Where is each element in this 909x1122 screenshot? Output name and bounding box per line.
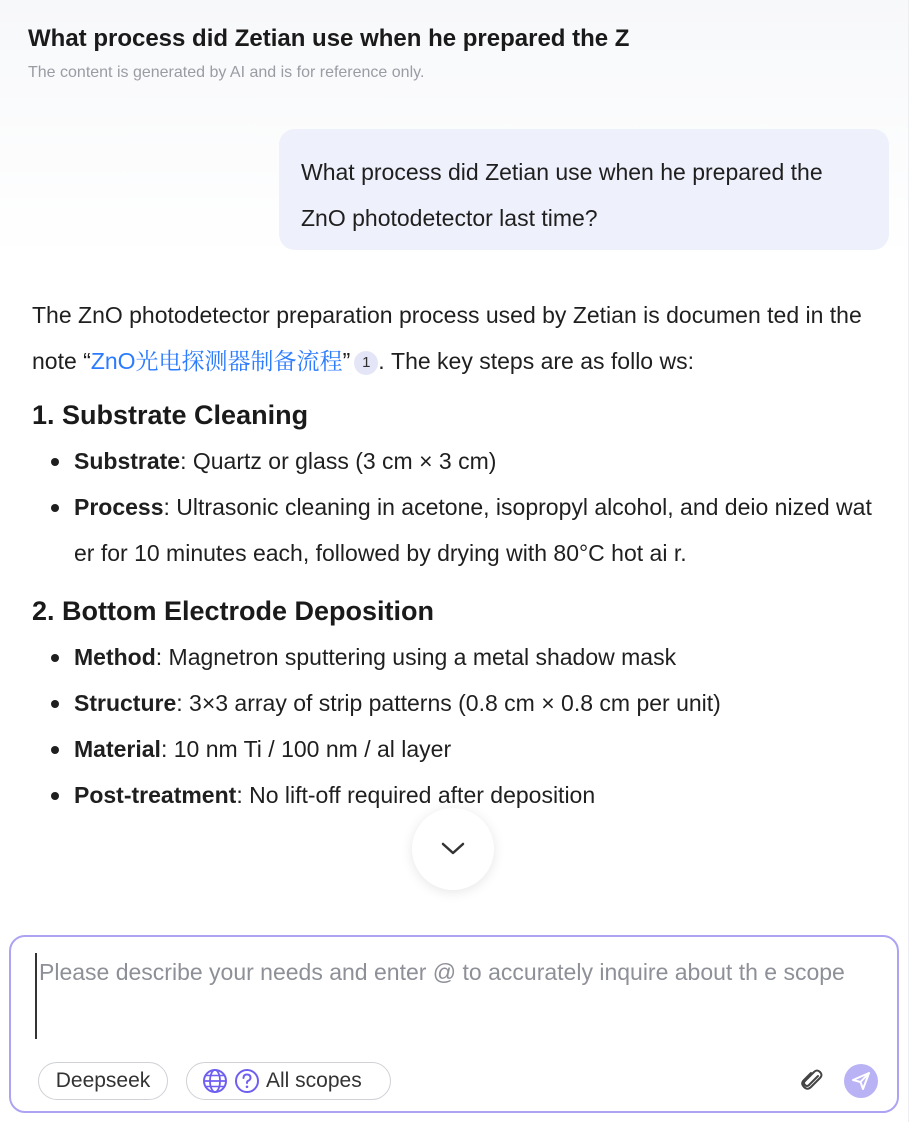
scope-selector-label: All scopes (266, 1069, 362, 1092)
list-item-text: : Ultrasonic cleaning in acetone, isopropyl alcohol, and deio nized water for 10 minutes each, followed by drying with 80°C hot ai r. (74, 494, 872, 566)
assistant-answer (32, 292, 878, 818)
list-item-text: : Quartz or glass (3 cm × 3 cm) (180, 448, 497, 474)
globe-icon (202, 1068, 228, 1094)
list-item-text: : No lift-off required after deposition (236, 782, 596, 808)
section-list (32, 634, 878, 818)
list-item-label: Substrate (74, 448, 181, 474)
message-input[interactable] (35, 953, 865, 1039)
section-list (32, 438, 878, 576)
list-item (74, 726, 878, 772)
scope-selector[interactable] (186, 1062, 391, 1100)
chat-header (28, 22, 888, 84)
list-item (74, 634, 878, 680)
chevron-down-icon (440, 841, 466, 857)
attach-button[interactable] (795, 1064, 829, 1098)
message-composer (9, 935, 899, 1113)
list-item (74, 438, 878, 484)
paperclip-icon (798, 1067, 826, 1095)
user-message-bubble: What process did Zetian use when he prepared the ZnO photodetector last time? (279, 129, 889, 250)
section-title: 2. Bottom Electrode Deposition (32, 596, 435, 626)
answer-intro-quote: ” (342, 348, 351, 374)
ai-disclaimer: The content is generated by AI and is for reference only. (28, 64, 425, 81)
scroll-to-bottom-button[interactable] (412, 808, 494, 890)
list-item-label: Process (74, 494, 164, 520)
answer-intro-tail: . The key steps are as follo ws: (378, 348, 694, 374)
section-title: 1. Substrate Cleaning (32, 400, 309, 430)
list-item-label: Structure (74, 690, 177, 716)
list-item-label: Material (74, 736, 161, 762)
citation-badge[interactable]: 1 (354, 351, 378, 375)
list-item-label: Post-treatment (74, 782, 237, 808)
question-circle-icon (234, 1068, 260, 1094)
answer-intro (32, 292, 878, 384)
list-item-text: : 10 nm Ti / 100 nm / al layer (160, 736, 452, 762)
list-item (74, 680, 878, 726)
list-item-text: : Magnetron sputtering using a metal shadow mask (155, 644, 677, 670)
model-selector[interactable] (38, 1062, 168, 1100)
send-icon (851, 1071, 871, 1091)
list-item (74, 484, 878, 576)
note-link[interactable]: ZnO光电探测器制备流程 (90, 348, 343, 374)
chat-title: What process did Zetian use when he prepared the Z (28, 25, 630, 52)
model-selector-label: Deepseek (55, 1069, 151, 1092)
list-item-text: : 3×3 array of strip patterns (0.8 cm × 0.8 cm per unit) (176, 690, 721, 716)
list-item (74, 772, 878, 818)
list-item-label: Method (74, 644, 156, 670)
answer-intro-text: The ZnO photodetector preparation process used by Zetian is documen ted in the note “ (32, 302, 862, 374)
send-button[interactable] (844, 1064, 878, 1098)
